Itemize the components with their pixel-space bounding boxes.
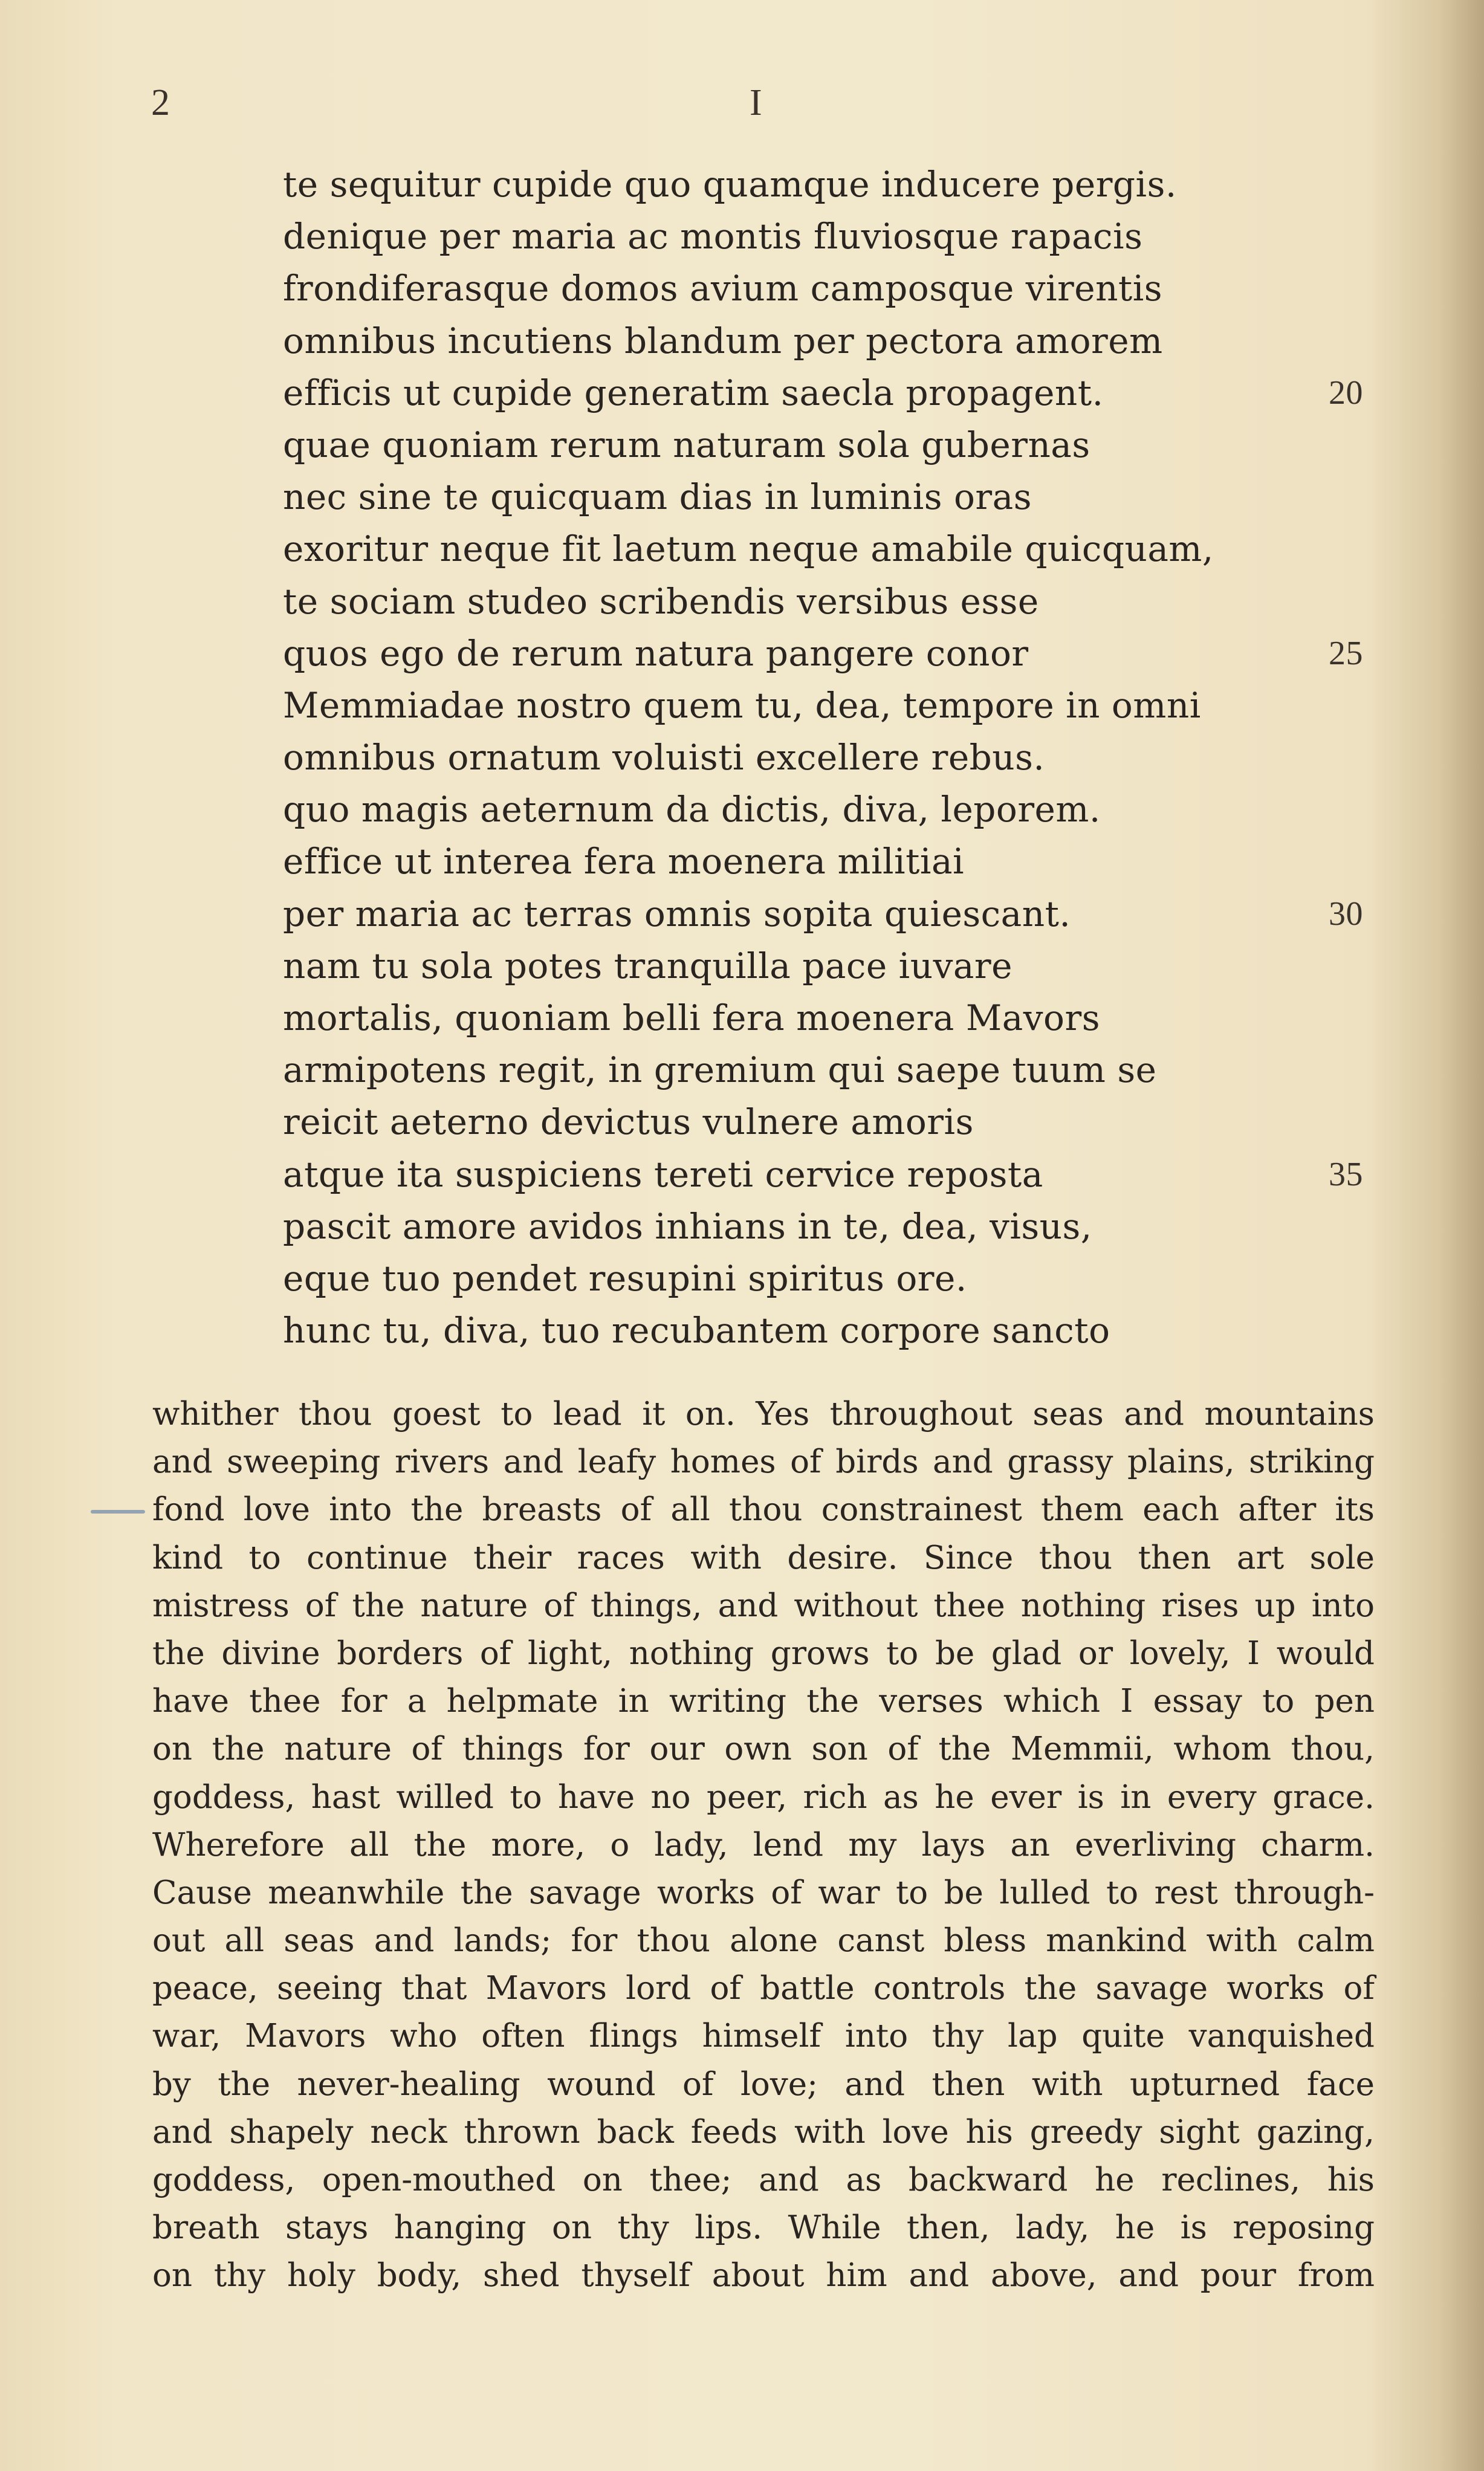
- line-number: 30: [1329, 895, 1363, 933]
- translation-line: Cause meanwhile the savage works of war to be lulled to rest through-: [152, 1874, 1375, 1911]
- verse-line: [283, 1044, 1371, 1096]
- verse-text: armipotens regit, in gremium qui saepe tuum se: [283, 1049, 1157, 1091]
- translation-line: Wherefore all the more, o lady, lend my lays an everliving charm.: [152, 1826, 1375, 1864]
- verse-text: per maria ac terras omnis sopita quiescant.: [283, 893, 1071, 934]
- verse-text: mortalis, quoniam belli fera moenera Mavors: [283, 997, 1100, 1038]
- line-number: 20: [1329, 374, 1363, 412]
- verse-line: [283, 783, 1371, 835]
- verse-line: [283, 315, 1371, 367]
- translation-line: and shapely neck thrown back feeds with love his greedy sight gazing,: [152, 2113, 1375, 2151]
- verse-text: efficis ut cupide generatim saecla propagent.: [283, 372, 1104, 413]
- verse-text: eque tuo pendet resupini spiritus ore.: [283, 1257, 967, 1299]
- translation-line: breath stays hanging on thy lips. While then, lady, he is reposing: [152, 2209, 1375, 2247]
- translation-line: goddess, open-mouthed on thee; and as backward he reclines, his: [152, 2162, 1375, 2198]
- english-translation: [152, 1390, 1375, 2300]
- verse-text: quos ego de rerum natura pangere conor: [283, 632, 1029, 674]
- verse-text: exoritur neque fit laetum neque amabile quicquam,: [283, 528, 1214, 570]
- verse-line: [283, 835, 1371, 887]
- verse-text: reicit aeterno devictus vulnere amoris: [283, 1101, 974, 1143]
- verse-text: hunc tu, diva, tuo recubantem corpore sancto: [283, 1310, 1110, 1352]
- verse-line: [283, 627, 1371, 679]
- verse-text: te sociam studeo scribendis versibus esse: [283, 580, 1039, 622]
- verse-line: [283, 262, 1371, 314]
- translation-line: the divine borders of light, nothing grows to be glad or lovely, I would: [152, 1634, 1375, 1672]
- translation-line: peace, seeing that Mavors lord of battle controls the savage works of: [152, 1970, 1375, 2007]
- verse-text: nam tu sola potes tranquilla pace iuvare: [283, 945, 1013, 986]
- translation-line: whither thou goest to lead it on. Yes throughout seas and mountains: [152, 1396, 1375, 1433]
- translation-line: and sweeping rivers and leafy homes of birds and grassy plains, striking: [152, 1443, 1375, 1481]
- translation-line: goddess, hast willed to have no peer, rich as he ever is in every grace.: [152, 1778, 1375, 1816]
- verse-text: pascit amore avidos inhians in te, dea, visus,: [283, 1205, 1092, 1247]
- verse-line: [283, 1252, 1371, 1304]
- translation-line: mistress of the nature of things, and without thee nothing rises up into: [152, 1587, 1375, 1624]
- verse-line: [283, 1096, 1371, 1148]
- translation-line: have thee for a helpmate in writing the verses which I essay to pen: [152, 1683, 1375, 1720]
- verse-line: [283, 1200, 1371, 1252]
- translation-line: fond love into the breasts of all thou constrainest them each after its: [152, 1491, 1375, 1529]
- translation-line: kind to continue their races with desire. Since thou then art sole: [152, 1539, 1375, 1576]
- line-number: 35: [1329, 1155, 1363, 1193]
- translation-line: on the nature of things for our own son of the Memmii, whom thou,: [152, 1731, 1375, 1768]
- verse-text: Memmiadae nostro quem tu, dea, tempore in omni: [283, 684, 1201, 726]
- verse-line: [283, 1148, 1371, 1200]
- verse-line: [283, 940, 1371, 992]
- verse-line: [283, 210, 1371, 262]
- verse-line: [283, 471, 1371, 523]
- margin-mark: [91, 1510, 145, 1514]
- verse-text: quae quoniam rerum naturam sola gubernas: [283, 424, 1090, 465]
- latin-verse: [283, 158, 1371, 1356]
- translation-line: out all seas and lands; for thou alone canst bless mankind with calm: [152, 1922, 1375, 1960]
- translation-line: on thy holy body, shed thyself about him and above, and pour from: [152, 2257, 1375, 2294]
- line-number: 25: [1329, 634, 1363, 672]
- verse-line: [283, 158, 1371, 210]
- verse-text: atque ita suspiciens tereti cervice reposta: [283, 1153, 1043, 1195]
- verse-line: [283, 367, 1371, 419]
- verse-text: nec sine te quicquam dias in luminis oras: [283, 476, 1032, 518]
- verse-line: [283, 575, 1371, 627]
- verse-text: quo magis aeternum da dictis, diva, leporem.: [283, 789, 1101, 831]
- verse-line: [283, 731, 1371, 783]
- verse-line: [283, 992, 1371, 1044]
- verse-line: [283, 1304, 1371, 1356]
- verse-text: omnibus incutiens blandum per pectora amorem: [283, 320, 1163, 361]
- verse-line: [283, 888, 1371, 940]
- verse-line: [283, 679, 1371, 731]
- verse-text: te sequitur cupide quo quamque inducere pergis.: [283, 164, 1177, 205]
- book-number: I: [750, 82, 762, 123]
- verse-line: [283, 523, 1371, 575]
- verse-line: [283, 419, 1371, 471]
- verse-text: frondiferasque domos avium camposque virentis: [283, 268, 1163, 309]
- verse-text: effice ut interea fera moenera militiai: [283, 841, 965, 882]
- verse-text: omnibus ornatum voluisti excellere rebus.: [283, 737, 1045, 779]
- translation-line: war, Mavors who often flings himself into thy lap quite vanquished: [152, 2018, 1375, 2055]
- translation-line: by the never-healing wound of love; and then with upturned face: [152, 2065, 1375, 2103]
- page-number: 2: [151, 82, 170, 123]
- verse-text: denique per maria ac montis fluviosque rapacis: [283, 216, 1143, 257]
